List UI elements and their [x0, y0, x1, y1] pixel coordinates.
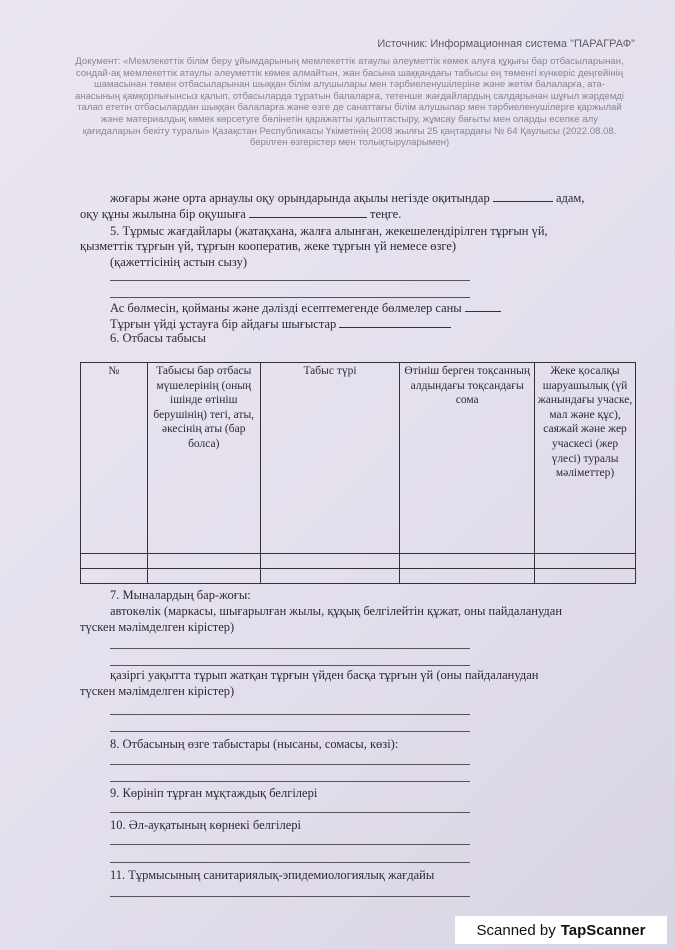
housing-text: қазіргі уақытта тұрып жатқан тұрғын үйден басқа тұрғын үй (оны пайдаланудан — [110, 668, 539, 682]
source-line: Источник: Информационная система "ПАРАГРАФ" — [377, 38, 635, 50]
table-cell[interactable] — [535, 554, 636, 569]
table-row — [81, 569, 636, 584]
expenses-field[interactable] — [339, 316, 451, 328]
table-cell[interactable] — [147, 554, 260, 569]
table-cell[interactable] — [81, 554, 148, 569]
students-count-field[interactable] — [493, 190, 553, 202]
living-conditions-line-2[interactable] — [110, 297, 470, 298]
col-family-members: Табысы бар отбасы мүшелерінің (оның ішінде өтініш берушінің) тегі, аты, әкесінің аты (бар болса) — [147, 363, 260, 554]
scanner-watermark — [455, 916, 667, 944]
other-income-line-1[interactable] — [110, 764, 470, 765]
housing-line-2[interactable] — [110, 731, 470, 732]
welfare-signs-line-1[interactable] — [110, 844, 470, 845]
housing-paragraph — [80, 667, 635, 699]
watermark-prefix: Scanned by — [476, 921, 556, 939]
table-cell[interactable] — [260, 569, 400, 584]
col-quarter-amount: Өтініш берген тоқсанның алдындағы тоқсандағы сома — [400, 363, 535, 554]
section9-title: 9. Көрініп тұрған мұқтаждық белгілері — [110, 786, 318, 800]
section4-line1-suffix: адам, — [555, 191, 585, 205]
section6-title: 6. Отбасы табысы — [110, 331, 206, 345]
section4-line1-text: жоғары және орта арнаулы оқу орындарында ақылы негізде оқитындар — [110, 191, 490, 205]
housing-line-1[interactable] — [110, 714, 470, 715]
table-cell[interactable] — [260, 554, 400, 569]
income-table — [80, 362, 636, 584]
housing-text-cont: түскен мәлімделген кірістер) — [80, 684, 235, 698]
table-cell[interactable] — [400, 554, 535, 569]
needs-signs-line[interactable] — [110, 812, 470, 813]
rooms-row — [110, 300, 501, 316]
section4-line2 — [80, 206, 401, 222]
car-text: автокөлік (маркасы, шығарылған жылы, құқық белгілейтін құжат, оны пайдаланудан — [110, 604, 563, 618]
col-number: № — [81, 363, 148, 554]
section8-title: 8. Отбасының өзге табыстары (нысаны, сомасы, көзі): — [110, 737, 399, 751]
car-line-2[interactable] — [110, 665, 470, 666]
table-cell[interactable] — [147, 569, 260, 584]
section5-hint: (қажеттісінің астын сызу) — [110, 255, 248, 269]
expenses-label: Тұрғын үйді ұстауға бір айдағы шығыстар — [110, 317, 337, 331]
col-income-type: Табыс түрі — [260, 363, 400, 554]
other-income-line-2[interactable] — [110, 781, 470, 782]
watermark-brand: TapScanner — [560, 921, 646, 939]
table-cell[interactable] — [535, 569, 636, 584]
rooms-count-field[interactable] — [465, 300, 501, 312]
col-household-info: Жеке қосалқы шаруашылық (үй жанындағы учаске, мал және құс), саяжай және жер учаскесі (жер үлесі) туралы мәліметтер) — [535, 363, 636, 554]
tuition-cost-field[interactable] — [249, 206, 367, 218]
rooms-label: Ас бөлмесін, қойманы және дәлізді есептемегенде бөлмелер саны — [110, 301, 462, 315]
section4-line2-text: оқу құны жылына бір оқушыға — [80, 207, 246, 221]
table-cell[interactable] — [400, 569, 535, 584]
section11-title: 11. Тұрмысының санитариялық-эпидемиологиялық жағдайы — [110, 868, 435, 882]
living-conditions-line-1[interactable] — [110, 280, 470, 281]
table-cell[interactable] — [81, 569, 148, 584]
section5-title: 5. Тұрмыс жағдайлары (жатақхана, жалға алынған, жекешелендірілген тұрғын үй, — [110, 224, 548, 238]
section4-line2-suffix: теңге. — [370, 207, 402, 221]
car-line-1[interactable] — [110, 648, 470, 649]
expenses-row — [110, 316, 451, 332]
document-note: Документ: «Мемлекеттік білім беру ұйымдарының мемлекеттік атаулы әлеуметтік көмек алуға құқығы бар отбасыларынан, сондай-ақ мемлекеттік атаулы әлеуметтік көмек алмайтын, жан басына шаққандағы табысы ең төменгі күнкеріс деңгейінің шамасынан төмен отбасыларынан шыққан білім алушылары мен тәрбиеленушілеріне және жетім балаларға, ата-анасының қамқорлығынсыз қалып, отбасыларда тұратын балаларға, тетенше жағдайлардың салдарынан шұғыл жәрдемді талап ететін отбасылардан шыққан балаларға және өзге де санаттағы білім алушылар мен тәрбиеленушілерге қаржылай және материалдық көмек көрсетуге бөлінетін қаражатты қалыптастыру, жұмсау бағыты мен оларды есепке алу қағидаларын бекіту туралы» Қазақстан Республикасы Үкіметінің 2008 жылғы 25 қаңтардағы № 64 Қаулысы (2022.08.08. берілген өзгерістер мен толықтыруларымен) — [74, 56, 625, 149]
section4-line1 — [110, 190, 584, 206]
car-text-cont: түскен мәлімделген кірістер) — [80, 620, 235, 634]
table-row — [81, 554, 636, 569]
section5-title-cont: қызметтік тұрғын үй, тұрғын кооператив, жеке тұрғын үй немесе өзге) — [80, 239, 457, 253]
car-paragraph — [80, 603, 635, 635]
welfare-signs-line-2[interactable] — [110, 862, 470, 863]
section7-title: 7. Мыналардың бар-жоғы: — [110, 588, 251, 602]
income-table-header — [81, 363, 636, 554]
sanitary-line[interactable] — [110, 896, 470, 897]
section10-title: 10. Әл-ауқатының көрнекі белгілері — [110, 818, 301, 832]
